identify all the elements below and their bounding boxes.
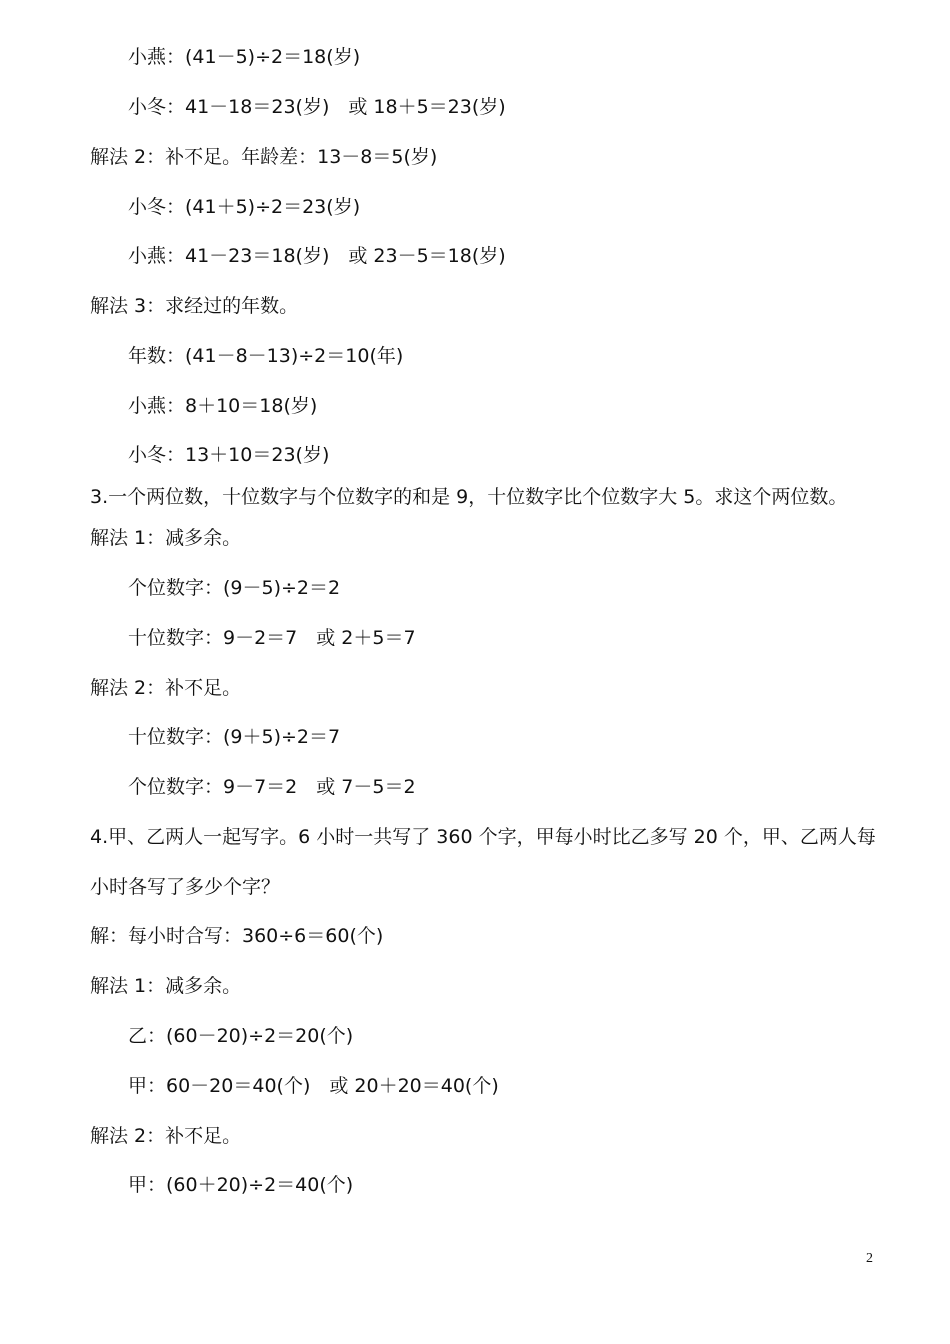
page-number: 2 <box>866 1251 873 1266</box>
text-line: 十位数字：9－2＝7 或 2＋5＝7 <box>128 627 416 649</box>
text-line: 个位数字：9－7＝2 或 7－5＝2 <box>128 776 416 798</box>
text-line: 3.一个两位数，十位数字与个位数字的和是 9，十位数字比个位数字大 5。求这个两位数。 <box>90 486 848 508</box>
text-line: 小燕：41－23＝18(岁) 或 23－5＝18(岁) <box>128 245 506 267</box>
text-line: 4.甲、乙两人一起写字。6 小时一共写了 360 个字，甲每小时比乙多写 20 个，甲、乙两人每 <box>90 826 876 848</box>
text-line: 解法 3：求经过的年数。 <box>90 295 299 317</box>
text-line: 乙：(60－20)÷2＝20(个) <box>128 1025 354 1047</box>
text-line: 解：每小时合写：360÷6＝60(个) <box>90 925 384 947</box>
text-line: 小冬：(41＋5)÷2＝23(岁) <box>128 196 361 218</box>
text-line: 解法 1：减多余。 <box>90 975 242 997</box>
text-line: 十位数字：(9＋5)÷2＝7 <box>128 726 341 748</box>
text-line: 小燕：8＋10＝18(岁) <box>128 395 318 417</box>
text-line: 小冬：41－18＝23(岁) 或 18＋5＝23(岁) <box>128 96 506 118</box>
text-line: 甲：(60＋20)÷2＝40(个) <box>128 1174 354 1196</box>
text-line: 解法 2：补不足。年龄差：13－8＝5(岁) <box>90 146 438 168</box>
text-line: 小燕：(41－5)÷2＝18(岁) <box>128 46 361 68</box>
text-line: 年数：(41－8－13)÷2＝10(年) <box>128 345 404 367</box>
text-line: 小时各写了多少个字？ <box>90 876 281 898</box>
text-line: 个位数字：(9－5)÷2＝2 <box>128 577 341 599</box>
text-line: 解法 1：减多余。 <box>90 527 242 549</box>
text-line: 小冬：13＋10＝23(岁) <box>128 444 330 466</box>
text-line: 甲：60－20＝40(个) 或 20＋20＝40(个) <box>128 1075 499 1097</box>
text-line: 解法 2：补不足。 <box>90 677 242 699</box>
text-line: 解法 2：补不足。 <box>90 1125 242 1147</box>
